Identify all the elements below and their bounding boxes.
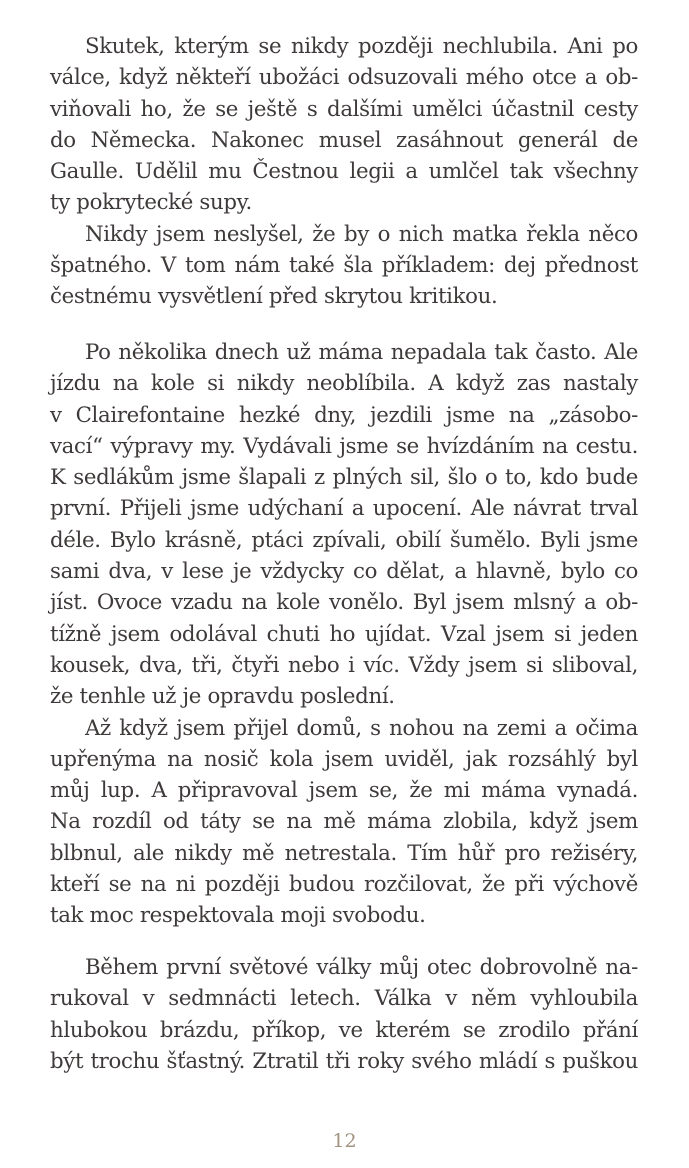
text-line: do Německa. Nakonec musel zasáhnout generál de <box>50 127 638 153</box>
text-line: viňovali ho, že se ještě s dalšími umělci účastnil cesty <box>50 96 638 122</box>
paragraph <box>50 31 638 219</box>
section-3 <box>50 952 638 1077</box>
text-line: blbnul, ale nikdy mě netrestala. Tím hůř pro režiséry, <box>50 840 638 866</box>
text-line: čestnému vysvětlení před skrytou kritikou. <box>50 284 498 310</box>
section-1 <box>50 31 638 313</box>
text-line: vací“ výpravy my. Vydávali jsme se hvízdáním na cestu. <box>50 433 638 459</box>
text-line: Až když jsem přijel domů, s nohou na zemi a očima <box>85 715 638 741</box>
text-line: Skutek, kterým se nikdy později nechlubila. Ani po <box>85 34 638 59</box>
text-line: špatného. V tom nám také šla příkladem: dej přednost <box>50 253 638 279</box>
paragraph <box>50 952 638 1077</box>
text-line: sami dva, v lese je vždycky co dělat, a hlavně, bylo co <box>50 559 638 585</box>
text-line: upřenýma na nosič kola jsem uviděl, jak rozsáhlý byl <box>50 746 638 772</box>
text-line: Nikdy jsem neslyšel, že by o nich matka řekla něco <box>85 221 638 247</box>
paragraph <box>50 219 638 313</box>
text-line: můj lup. A připravoval jsem se, že mi máma vynadá. <box>50 778 638 804</box>
text-line: jíst. Ovoce vzadu na kole vonělo. Byl jsem mlsný a ob- <box>50 590 638 616</box>
text-line: Na rozdíl od táty se na mě máma zlobila, když jsem <box>50 809 638 835</box>
text-line: kteří se na ni později budou rozčilovat, že při výchově <box>50 872 638 898</box>
text-line: jízdu na kole si nikdy neoblíbila. A když zas nastaly <box>50 371 638 397</box>
text-line: v Clairefontaine hezké dny, jezdili jsme na „zásobo- <box>50 402 638 428</box>
text-line: ty pokrytecké supy. <box>50 190 252 216</box>
section-2 <box>50 337 638 932</box>
text-line: první. Přijeli jsme udýchaní a upocení. Ale návrat trval <box>50 496 638 522</box>
text-line: že tenhle už je opravdu poslední. <box>50 684 395 710</box>
page-number: 12 <box>332 1130 357 1152</box>
text-line: válce, když někteří ubožáci odsuzovali mého otce a ob- <box>50 65 638 91</box>
text-line: kousek, dva, tři, čtyři nebo i víc. Vždy jsem si sliboval, <box>50 652 638 678</box>
text-line: K sedlákům jsme šlapali z plných sil, šlo o to, kdo bude <box>50 465 638 491</box>
text-line: Během první světové války můj otec dobrovolně na- <box>85 955 638 980</box>
paragraph <box>50 337 638 713</box>
text-line: Po několika dnech už máma nepadala tak často. Ale <box>85 340 638 365</box>
text-line: tížně jsem odolával chuti ho ujídat. Vzal jsem si jeden <box>50 621 638 647</box>
paragraph <box>50 713 638 932</box>
text-line: být trochu šťastný. Ztratil tři roky svého mládí s puškou <box>50 1048 638 1074</box>
text-line: déle. Bylo krásně, ptáci zpívali, obilí šumělo. Byli jsme <box>50 527 638 553</box>
text-line: tak moc respektovala moji svobodu. <box>50 903 426 929</box>
text-line: Gaulle. Udělil mu Čestnou legii a umlčel tak všechny <box>50 159 638 185</box>
text-line: hlubokou brázdu, příkop, ve kterém se zrodilo přání <box>50 1017 638 1043</box>
text-line: rukoval v sedmnácti letech. Válka v něm vyhloubila <box>50 986 638 1012</box>
